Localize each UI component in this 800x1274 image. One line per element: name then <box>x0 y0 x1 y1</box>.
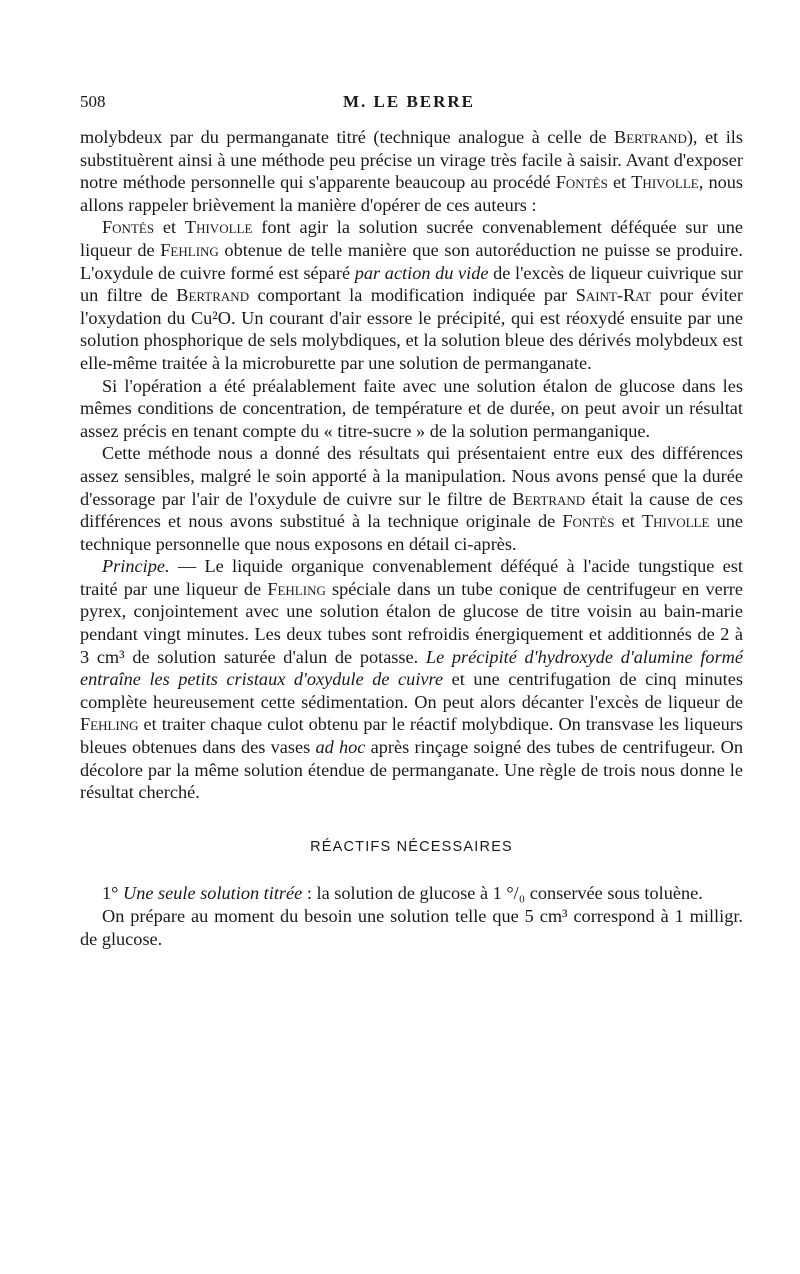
text-segment: était la cause de ces différences et nous avons substitué à la technique originale de <box>80 488 743 532</box>
text-segment: Si l'opération a été préalablement faite avec une solution étalon de glucose dans les mêmes conditions de concentration, de température et de durée, on peut avoir un résultat assez précis en tenant compte du « titre-sucre » de la solution permanganique. <box>80 375 743 441</box>
text-segment: et traiter chaque culot obtenu par le réactif molybdique. On transvase les liqueurs bleues obtenues dans des vases <box>80 714 743 758</box>
paragraph <box>80 375 743 443</box>
text-segment: Le précipité d'hydroxyde d'alumine formé entraîne les petits cristaux d'oxydule de cuivre <box>80 646 743 690</box>
text-segment: molybdeux par du permanganate titré (technique analogue à celle de <box>80 127 615 147</box>
section-heading: RÉACTIFS NÉCESSAIRES <box>310 838 513 855</box>
paragraph <box>80 882 743 905</box>
text-segment: obtenue de telle manière que son autoréduction ne puisse se produire. L'oxydule de cuivre formé est séparé <box>80 239 743 283</box>
text-segment: Principe. <box>102 556 170 577</box>
text-segment: Fontès <box>562 511 615 532</box>
text-segment: Fontés <box>102 217 155 238</box>
paragraph <box>80 905 743 950</box>
text-segment: Fehling <box>80 714 139 735</box>
paragraph <box>80 216 743 374</box>
text-segment: Saint-Rat <box>575 285 652 306</box>
page-number: 508 <box>80 92 106 111</box>
paragraphs-before-heading <box>80 126 743 804</box>
text-segment: ad hoc <box>315 737 366 758</box>
text-segment: Bertrand <box>512 488 586 509</box>
text-segment: Bertrand <box>614 127 687 147</box>
text-segment: 1° <box>102 883 124 904</box>
text-segment: font agir la solution sucrée convenablement déféquée sur une liqueur de <box>80 217 743 260</box>
text-segment: pour éviter l'oxydation du Cu²O. Un courant d'air essore le précipité, qui est réoxydé ensuite par une solution phosphorique de sels molybdiques, et la solution bleue des dérivés molybdeux est elle-même traitée à la microburette par une solution de permanganate. <box>80 285 744 373</box>
text-segment: , nous allons rappeler brièvement la manière d'opérer de ces auteurs : <box>80 172 743 215</box>
text-segment: Fehling <box>267 578 326 599</box>
paragraph <box>80 126 743 216</box>
text-segment: Thivolle <box>631 172 699 193</box>
text-segment: et <box>607 172 632 193</box>
text-segment: et <box>614 511 642 532</box>
text-segment: Thivolle <box>641 511 710 532</box>
text-segment: une technique personnelle que nous exposons en détail ci-après. <box>80 511 743 554</box>
text-segment: — Le liquide organique convenablement déféqué à l'acide tungstique est traité par une liqueur de <box>80 556 743 599</box>
text-segment: de l'excès de liqueur cuivrique sur un filtre de <box>80 262 743 306</box>
paragraphs-after-heading <box>80 882 743 950</box>
text-segment: Thivolle <box>184 217 253 238</box>
text-segment: et une centrifugation de cinq minutes complète heureusement cette sédimentation. On peut alors décanter l'excès de liqueur de <box>80 669 743 712</box>
text-segment: comportant la modification indiquée par <box>249 285 576 306</box>
text-segment: par action du vide <box>354 262 489 283</box>
text-segment: Une seule solution titrée <box>123 883 303 904</box>
text-segment: spéciale dans un tube conique de centrifugeur en verre pyrex, conjointement avec une solution étalon de glucose de titre voisin au bain-marie pendant vingt minutes. Les deux tubes sont refroidis énergiquement et additionnés de 2 à 3 cm³ de solution saturée d'alun de potasse. <box>80 578 743 667</box>
body-text <box>80 126 743 950</box>
paragraph <box>80 555 743 804</box>
text-segment: Fehling <box>160 239 219 260</box>
text-segment: Fontès <box>555 172 608 193</box>
text-segment: Cette méthode nous a donné des résultats qui présentaient entre eux des différences assez sensibles, malgré le soin apporté à la manipulation. Nous avons pensé que la durée d'essorage par l'air de l'oxydule de cuivre sur le filtre de <box>80 443 743 509</box>
text-segment: : la solution de glucose à 1 °/₀ conservée sous toluène. <box>302 883 703 904</box>
paragraph <box>80 442 743 555</box>
running-title: M. LE BERRE <box>342 92 476 111</box>
text-segment: après rinçage soigné des tubes de centrifugeur. On décolore par la même solution étendue de permanganate. Une règle de trois nous donne le résultat cherché. <box>80 737 743 803</box>
text-segment: On prépare au moment du besoin une solution telle que 5 cm³ correspond à 1 milligr. de glucose. <box>80 906 743 949</box>
page-header <box>80 92 738 112</box>
text-segment: et <box>154 217 185 238</box>
text-segment: ), et ils substituèrent ainsi à une méthode peu précise un virage très facile à saisir. Avant d'exposer notre méthode personnelle qui s'apparente beaucoup au procédé <box>80 127 744 193</box>
text-segment: Bertrand <box>176 285 250 306</box>
